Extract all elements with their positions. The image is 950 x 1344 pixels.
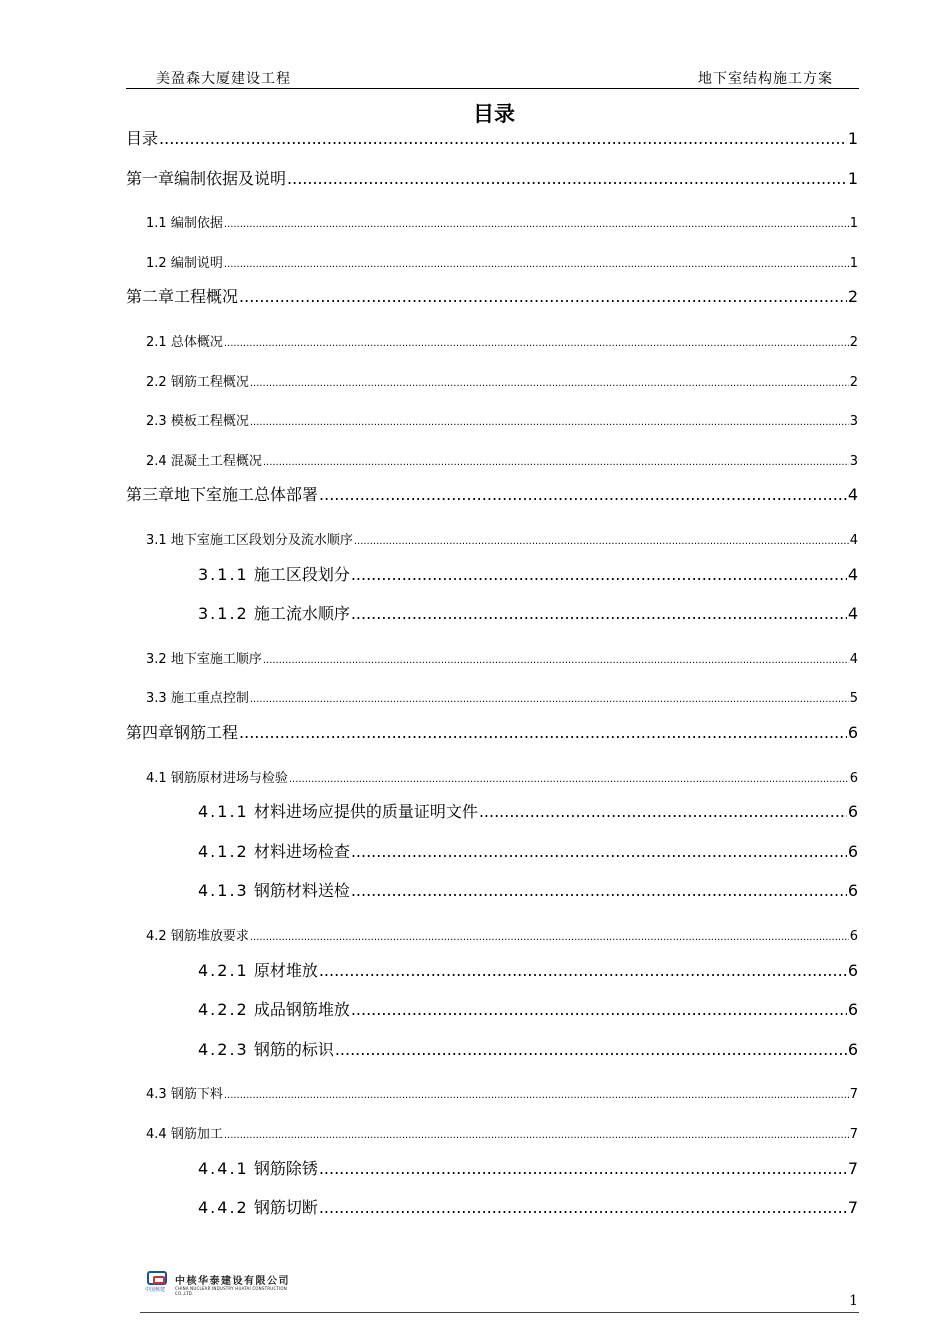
toc-entry[interactable] — [146, 450, 858, 469]
toc-entry-text: 钢筋工程概况 — [170, 374, 249, 390]
toc-entry-number: 4.4.2 — [198, 1198, 249, 1218]
toc-entry-number: 3.1.1 — [198, 564, 249, 584]
toc-entry-number: 4.2.2 — [198, 1000, 249, 1020]
toc-entry-number: 4.2.1 — [198, 960, 249, 980]
toc-entry-label — [146, 925, 249, 944]
toc-dot-leader — [239, 723, 847, 742]
toc-entry-number: 4.1 — [146, 770, 167, 786]
toc-dot-leader — [224, 259, 849, 270]
toc-entry-label — [146, 1123, 223, 1142]
company-logo — [145, 1271, 305, 1295]
toc-entry-label — [198, 562, 350, 585]
toc-entry-page: 6 — [849, 929, 858, 944]
toc-entry-number: 2.4 — [146, 453, 167, 469]
toc-dot-leader — [319, 1159, 847, 1178]
toc-entry-text: 施工流水顺序 — [253, 604, 350, 624]
company-logo-icon — [147, 1271, 167, 1285]
company-name-en: CHINA NUCLEAR INDUSTRY HUATAI CONSTRUCTION CO.,LTD. — [175, 1286, 287, 1296]
toc-dot-leader — [479, 802, 847, 821]
toc-entry-text: 钢筋除锈 — [253, 1158, 318, 1178]
toc-entry-number: 4.3 — [146, 1087, 167, 1103]
toc-entry-label — [126, 166, 286, 189]
toc-entry-label — [126, 482, 318, 505]
toc-entry-page: 2 — [849, 374, 858, 390]
toc-entry-number: 2.3 — [146, 414, 167, 430]
toc-entry-label — [126, 284, 238, 307]
toc-entry-number: 3.1 — [146, 533, 167, 548]
toc-entry-page: 6 — [847, 960, 858, 980]
toc-entry-number: 4.1.2 — [198, 841, 249, 861]
toc-entry-text: 钢筋原材进场与检验 — [170, 770, 288, 786]
toc-entry-label — [146, 331, 223, 350]
toc-entry-label — [146, 767, 288, 786]
page-number: 1 — [849, 1293, 858, 1309]
toc-dot-leader — [319, 1198, 847, 1217]
toc-entry-page: 4 — [849, 651, 858, 667]
toc-entry-text: 成品钢筋堆放 — [253, 1000, 350, 1020]
toc-entry[interactable] — [198, 562, 858, 585]
toc-entry-page: 7 — [847, 1158, 858, 1178]
toc-entry[interactable] — [198, 1156, 858, 1179]
toc-entry-label — [146, 450, 262, 469]
toc-entry-text: 原材堆放 — [253, 960, 318, 980]
toc-entry-label — [146, 212, 223, 231]
toc-entry[interactable] — [146, 529, 858, 548]
toc-entry-text: 第四章钢筋工程 — [126, 723, 239, 742]
toc-entry-label — [198, 958, 318, 981]
toc-entry-label — [146, 1083, 223, 1102]
toc-entry[interactable] — [146, 212, 858, 231]
header-document-name: 地下室结构施工方案 — [698, 71, 833, 87]
toc-entry-text: 总体概况 — [170, 335, 223, 350]
toc-entry[interactable] — [198, 878, 858, 901]
toc-entry-text: 混凝土工程概况 — [170, 453, 262, 469]
toc-entry-page: 6 — [847, 802, 858, 822]
toc-entry-page: 6 — [849, 770, 858, 786]
toc-entry-page: 6 — [847, 1000, 858, 1020]
toc-dot-leader — [250, 694, 849, 705]
toc-dot-leader — [351, 604, 847, 623]
toc-entry-page: 6 — [847, 1039, 858, 1059]
toc-entry[interactable] — [146, 687, 858, 706]
toc-entry-label — [198, 601, 350, 624]
toc-entry-label — [198, 997, 350, 1020]
toc-entry[interactable] — [198, 799, 858, 822]
toc-dot-leader — [351, 1000, 847, 1019]
toc-entry[interactable] — [198, 601, 858, 624]
toc-entry-text: 材料进场检查 — [253, 841, 350, 861]
toc-entry-page: 7 — [849, 1087, 858, 1103]
toc-entry-label — [146, 687, 249, 706]
toc-entry[interactable] — [146, 648, 858, 667]
toc-dot-leader — [351, 842, 847, 861]
toc-entry-number: 2.2 — [146, 374, 167, 390]
toc-dot-leader — [250, 932, 849, 943]
toc-entry[interactable] — [126, 720, 858, 743]
page-header — [126, 66, 859, 89]
toc-entry[interactable] — [198, 997, 858, 1020]
toc-entry-page: 2 — [847, 287, 858, 307]
toc-dot-leader — [250, 378, 849, 389]
toc-entry-page: 3 — [849, 414, 858, 430]
toc-entry-page: 4 — [847, 485, 858, 505]
toc-entry-page: 4 — [849, 533, 858, 548]
toc-entry-page: 1 — [849, 216, 858, 232]
toc-entry-number: 3.3 — [146, 691, 167, 707]
toc-entry-text: 第三章地下室施工总体部署 — [126, 485, 319, 505]
toc-dot-leader — [319, 961, 847, 980]
toc-entry-label — [126, 126, 158, 149]
toc-entry-label — [198, 878, 350, 901]
toc-entry[interactable] — [198, 1037, 858, 1060]
toc-entry[interactable] — [146, 925, 858, 944]
toc-entry-label — [146, 371, 249, 390]
toc-dot-leader — [351, 881, 847, 900]
toc-entry-label — [146, 648, 262, 667]
toc-entry-page: 4 — [847, 564, 858, 584]
toc-dot-leader — [263, 655, 849, 666]
toc-entry-page: 1 — [847, 168, 858, 188]
toc-entry[interactable] — [126, 284, 858, 307]
toc-entry[interactable] — [146, 331, 858, 350]
toc-dot-leader — [239, 287, 847, 306]
toc-entry-text: 钢筋加工 — [170, 1127, 223, 1142]
toc-entry-text: 模板工程概况 — [170, 414, 249, 430]
toc-entry-text: 第二章工程概况 — [126, 287, 239, 307]
toc-entry-label — [198, 839, 350, 862]
toc-entry[interactable] — [126, 166, 858, 189]
toc-dot-leader — [289, 774, 849, 785]
toc-entry-label — [198, 1195, 318, 1218]
toc-entry-text: 地下室施工区段划分及流水顺序 — [170, 533, 353, 548]
toc-entry-number: 4.2.3 — [198, 1039, 249, 1059]
toc-entry-number: 4.2 — [146, 929, 167, 944]
toc-entry-text: 第一章编制依据及说明 — [126, 168, 287, 188]
header-project-name: 美盈森大厦建设工程 — [156, 71, 291, 87]
toc-title: 目录 — [473, 102, 515, 126]
toc-entry-label — [146, 529, 353, 548]
toc-entry[interactable] — [198, 839, 858, 862]
toc-entry-number: 4.4.1 — [198, 1158, 249, 1178]
toc-entry-page: 7 — [847, 1198, 858, 1218]
toc-entry-number: 1.2 — [146, 255, 167, 271]
toc-entry[interactable] — [198, 958, 858, 981]
toc-entry-number: 1.1 — [146, 216, 167, 232]
toc-dot-leader — [335, 1040, 847, 1059]
toc-entry-number: 4.1.3 — [198, 881, 249, 901]
toc-dot-leader — [250, 417, 849, 428]
toc-entry-number: 2.1 — [146, 335, 167, 350]
toc-entry-text: 施工重点控制 — [170, 691, 249, 707]
toc-entry-label — [198, 1037, 334, 1060]
toc-entry-page: 7 — [849, 1127, 858, 1142]
toc-entry-number: 3.1.2 — [198, 604, 249, 624]
toc-entry-text: 钢筋下料 — [170, 1087, 223, 1103]
toc-entry-text: 钢筋的标识 — [253, 1039, 334, 1059]
toc-dot-leader — [319, 485, 847, 504]
toc-entry-page: 5 — [849, 691, 858, 707]
toc-entry-page: 2 — [849, 335, 858, 350]
company-name-cn: 中核华泰建设有限公司 — [175, 1276, 290, 1287]
footer-divider — [140, 1312, 859, 1313]
toc-entry-page: 1 — [847, 129, 858, 148]
toc-entry[interactable] — [146, 252, 858, 271]
toc-entry-text: 钢筋切断 — [253, 1198, 318, 1218]
toc-entry-label — [198, 799, 478, 822]
toc-entry-page: 3 — [849, 453, 858, 469]
toc-entry[interactable] — [146, 767, 858, 786]
toc-dot-leader — [224, 338, 849, 349]
toc-entry-page: 6 — [847, 723, 858, 742]
toc-dot-leader — [263, 457, 849, 468]
toc-entry-label — [146, 410, 249, 429]
toc-entry[interactable] — [198, 1195, 858, 1218]
toc-entry-page: 4 — [847, 604, 858, 624]
toc-entry[interactable] — [146, 410, 858, 429]
toc-entry[interactable] — [126, 126, 858, 149]
toc-entry-label — [146, 252, 223, 271]
toc-entry-page: 1 — [849, 255, 858, 271]
toc-entry-label — [198, 1156, 318, 1179]
toc-dot-leader — [351, 565, 847, 584]
toc-entry[interactable] — [146, 371, 858, 390]
toc-entry-number: 4.1.1 — [198, 802, 249, 822]
toc-entry-label — [126, 720, 238, 743]
toc-entry-text: 施工区段划分 — [253, 564, 350, 584]
toc-entry-number: 3.2 — [146, 651, 167, 667]
toc-entry-text: 钢筋堆放要求 — [170, 929, 249, 944]
toc-entry-text: 地下室施工顺序 — [170, 651, 262, 667]
toc-entry-text: 钢筋材料送检 — [253, 881, 350, 901]
toc-entry-number: 4.4 — [146, 1127, 167, 1142]
company-logo-subtext: 中国核建 — [145, 1287, 166, 1293]
toc-entry[interactable] — [126, 482, 858, 505]
toc-entry-text: 材料进场应提供的质量证明文件 — [253, 802, 478, 822]
toc-dot-leader — [224, 219, 849, 230]
toc-entry-text: 目录 — [126, 129, 159, 148]
toc-entry[interactable] — [146, 1123, 858, 1142]
toc-dot-leader — [287, 169, 847, 188]
toc-dot-leader — [354, 536, 849, 547]
toc-dot-leader — [159, 129, 847, 148]
toc-dot-leader — [224, 1090, 849, 1101]
toc-entry-text: 编制依据 — [170, 216, 223, 232]
toc-dot-leader — [224, 1130, 849, 1141]
toc-entry-page: 6 — [847, 881, 858, 901]
toc-entry[interactable] — [146, 1083, 858, 1102]
toc-entry-text: 编制说明 — [170, 255, 223, 271]
toc-entry-page: 6 — [847, 841, 858, 861]
